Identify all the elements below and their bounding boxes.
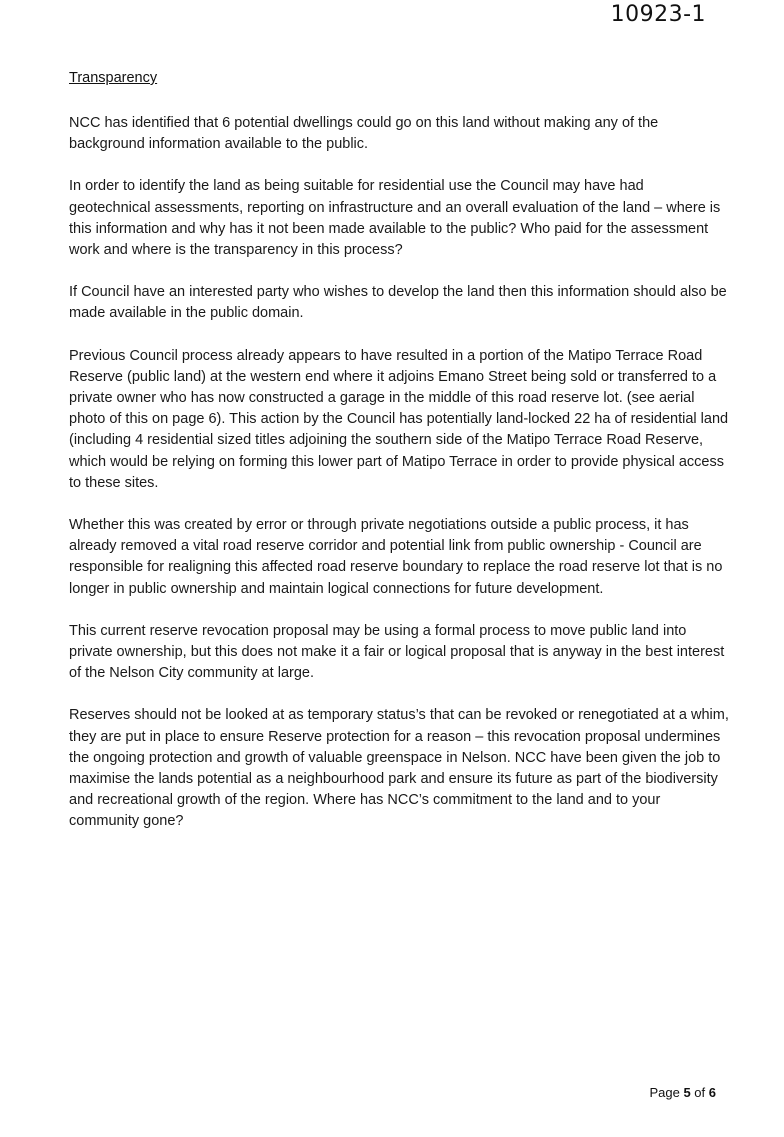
paragraph-3: If Council have an interested party who wishes to develop the land then this information should also be made available in the public domain.	[69, 284, 727, 322]
section-heading: Transparency	[69, 70, 158, 86]
paragraph-6: This current reserve revocation proposal may be using a formal process to move public land into private ownership, but this does not make it a fair or logical proposal that is anyway in the best interest of the Nelson City community at large.	[69, 622, 725, 682]
current-page-number: 5	[683, 1085, 691, 1100]
paragraph-4: Previous Council process already appears to have resulted in a portion of the Matipo Terrace Road Reserve (public land) at the western end where it adjoins Emano Street being sold or transferred to a private owner who has now constructed a garage in the middle of this road reserve lot. (see aerial photo of this on page 6). This action by the Council has potentially land-locked 22 ha of residential land (including 4 residential sized titles adjoining the southern side of the Matipo Terrace Road Reserve, which would be relying on forming this lower part of Matipo Terrace in order to provide physical access to these sites.	[69, 347, 729, 491]
paragraph-1: NCC has identified that 6 potential dwellings could go on this land without making any of the background information available to the public.	[69, 115, 659, 153]
document-id: 10923-1	[610, 2, 706, 27]
page-label: Page	[649, 1085, 680, 1100]
page-footer	[649, 1085, 716, 1100]
paragraph-5: Whether this was created by error or through private negotiations outside a public process, it has already removed a vital road reserve corridor and potential link from public ownership - Council are responsible for realigning this affected road reserve boundary to replace the road reserve lot that is no longer in public ownership and maintain logical connections for future development.	[69, 517, 723, 597]
of-label: of	[694, 1085, 706, 1100]
paragraph-7: Reserves should not be looked at as temporary status’s that can be revoked or renegotiated at a whim, they are put in place to ensure Reserve protection for a reason – this revocation proposal undermines the ongoing protection and growth of valuable greenspace in Nelson. NCC have been given the job to maximise the lands potential as a neighbourhood park and ensure its future as part of the biodiversity and recreational growth of the region. Where has NCC’s commitment to the land and to your community gone?	[69, 707, 729, 830]
document-body	[69, 70, 729, 854]
paragraph-2: In order to identify the land as being suitable for residential use the Council may have had geotechnical assessments, reporting on infrastructure and an overall evaluation of the land – where is this information and why has it not been made available to the public? Who paid for the assessment work and where is the transparency in this process?	[69, 178, 721, 259]
total-pages-number: 6	[708, 1085, 716, 1100]
